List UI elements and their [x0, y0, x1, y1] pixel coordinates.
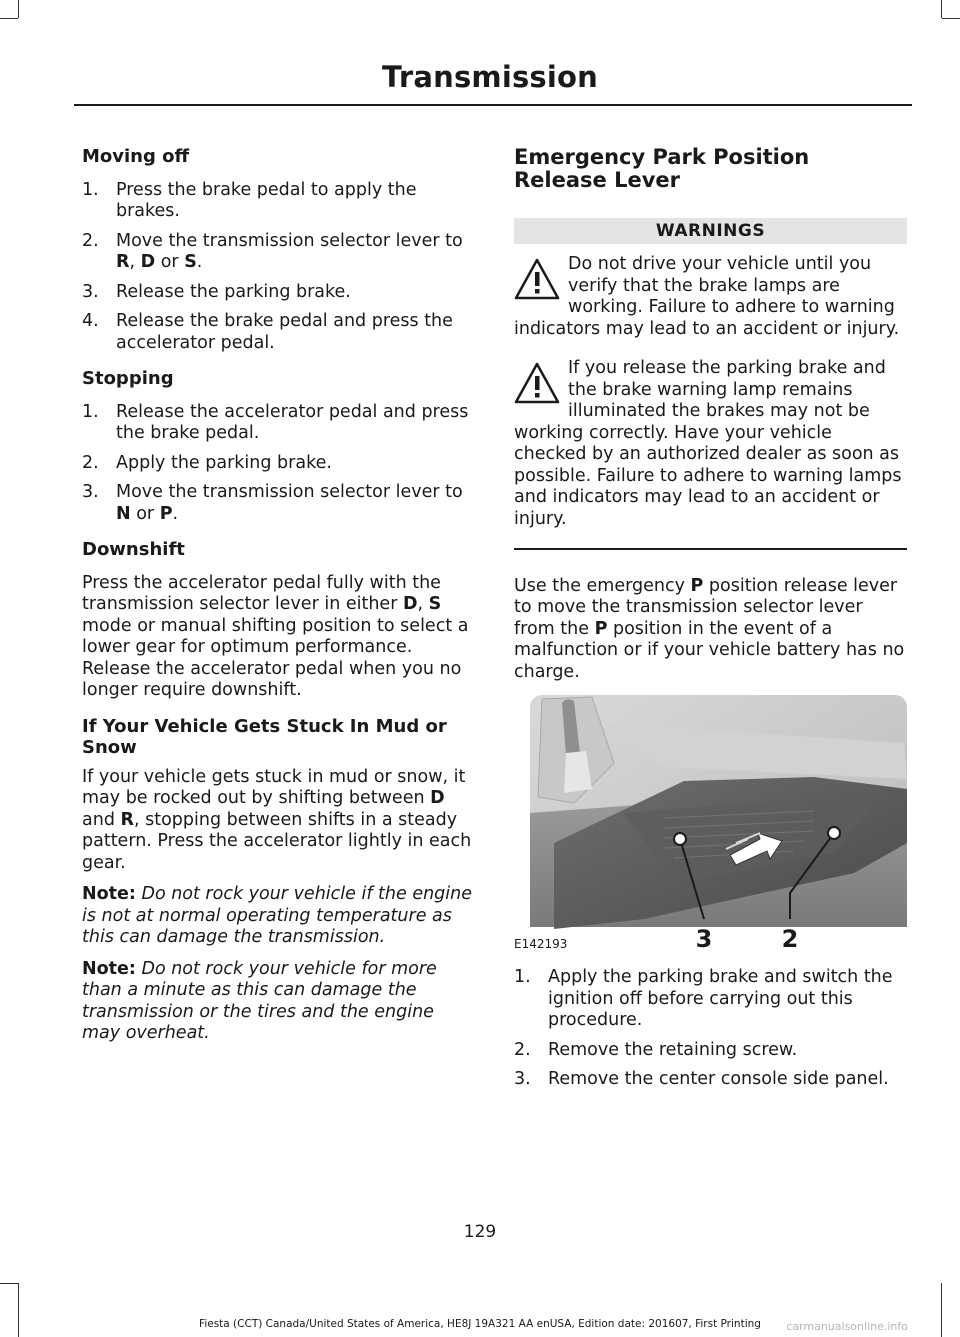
crop-mark	[941, 0, 942, 18]
console-release-lever-illustration	[514, 693, 907, 955]
warnings-end-rule	[514, 548, 907, 550]
release-lever-steps	[514, 967, 907, 1091]
stopping-steps	[82, 402, 476, 526]
callout-label: 2	[781, 925, 799, 953]
list-item: 1. Press the brake pedal to apply the brakes.	[82, 179, 417, 221]
callout-label: 3	[695, 925, 713, 953]
list-item: 3. Remove the center console side panel.	[514, 1069, 889, 1089]
list-item: 2. Remove the retaining screw.	[514, 1039, 798, 1060]
section-heading-emergency-release: Emergency Park Position Release Lever	[514, 145, 810, 192]
list-item: 2. Move the transmission selector lever to R, D or S.	[82, 230, 463, 272]
list-item: 2. Apply the parking brake.	[82, 452, 332, 473]
list-item: 3. Release the parking brake.	[82, 281, 351, 302]
section-heading-downshift: Downshift	[82, 539, 185, 560]
page-number: 129	[463, 1222, 497, 1242]
header-rule	[74, 104, 912, 106]
section-heading-moving-off: Moving off	[82, 146, 190, 167]
crop-mark	[942, 18, 960, 19]
crop-mark	[0, 18, 18, 19]
moving-off-steps	[82, 180, 476, 355]
left-column	[82, 146, 476, 1055]
section-heading-stuck: If Your Vehicle Gets Stuck In Mud or Snow	[82, 715, 447, 758]
warnings-header: WARNINGS	[514, 218, 907, 244]
warning-block: If you release the parking brake and the brake warning lamp remains illuminated the brakes may not be working correctly. Have your vehicle checked by an authorized dealer as soon as possible. Failure to adhere to warning lamps and indicators may lead to an accident or injury.	[514, 358, 902, 529]
warning-block: Do not drive your vehicle until you verify that the brake lamps are working. Failure to adhere to warning indicators may lead to an accident or injury.	[514, 254, 900, 339]
note-paragraph: Note: Do not rock your vehicle if the engine is not at normal operating temperature as this can damage the transmission.	[82, 884, 473, 947]
downshift-paragraph: Press the accelerator pedal fully with the transmission selector lever in either D, S mode or manual shifting position to select a lower gear for optimum performance. Release the accelerator pedal when you no longer require downshift.	[82, 572, 469, 700]
right-column	[514, 146, 907, 1103]
note-paragraph: Note: Do not rock your vehicle for more than a minute as this can damage the transmission or the tires and the engine may overheat.	[82, 958, 437, 1043]
section-heading-stopping: Stopping	[82, 368, 174, 389]
stuck-paragraph: If your vehicle gets stuck in mud or snow, it may be rocked out by shifting between D and R, stopping between shifts in a steady pattern. Press the accelerator lightly in each gear.	[82, 766, 472, 873]
figure-code: E142193	[514, 936, 568, 951]
watermark: carmanualsonline.info	[786, 1320, 908, 1333]
warning-triangle-icon	[514, 258, 560, 300]
warning-triangle-icon	[514, 362, 560, 404]
list-item: 1. Release the accelerator pedal and press the brake pedal.	[82, 401, 469, 443]
list-item: 3. Move the transmission selector lever to N or P.	[82, 482, 463, 524]
crop-mark	[18, 0, 19, 18]
console-illustration-svg	[514, 693, 907, 955]
intro-paragraph: Use the emergency P position release lever to move the transmission selector lever from the P position in the event of a malfunction or if your vehicle battery has no charge.	[514, 575, 905, 682]
list-item: 4. Release the brake pedal and press the accelerator pedal.	[82, 311, 453, 353]
page-header-title: Transmission	[382, 60, 598, 94]
crop-mark	[0, 1283, 18, 1284]
list-item: 1. Apply the parking brake and switch the ignition off before carrying out this procedure.	[514, 967, 893, 1030]
footer-text: Fiesta (CCT) Canada/United States of America, HE8J 19A321 AA enUSA, Edition date: 201607, First Printing	[199, 1318, 761, 1330]
